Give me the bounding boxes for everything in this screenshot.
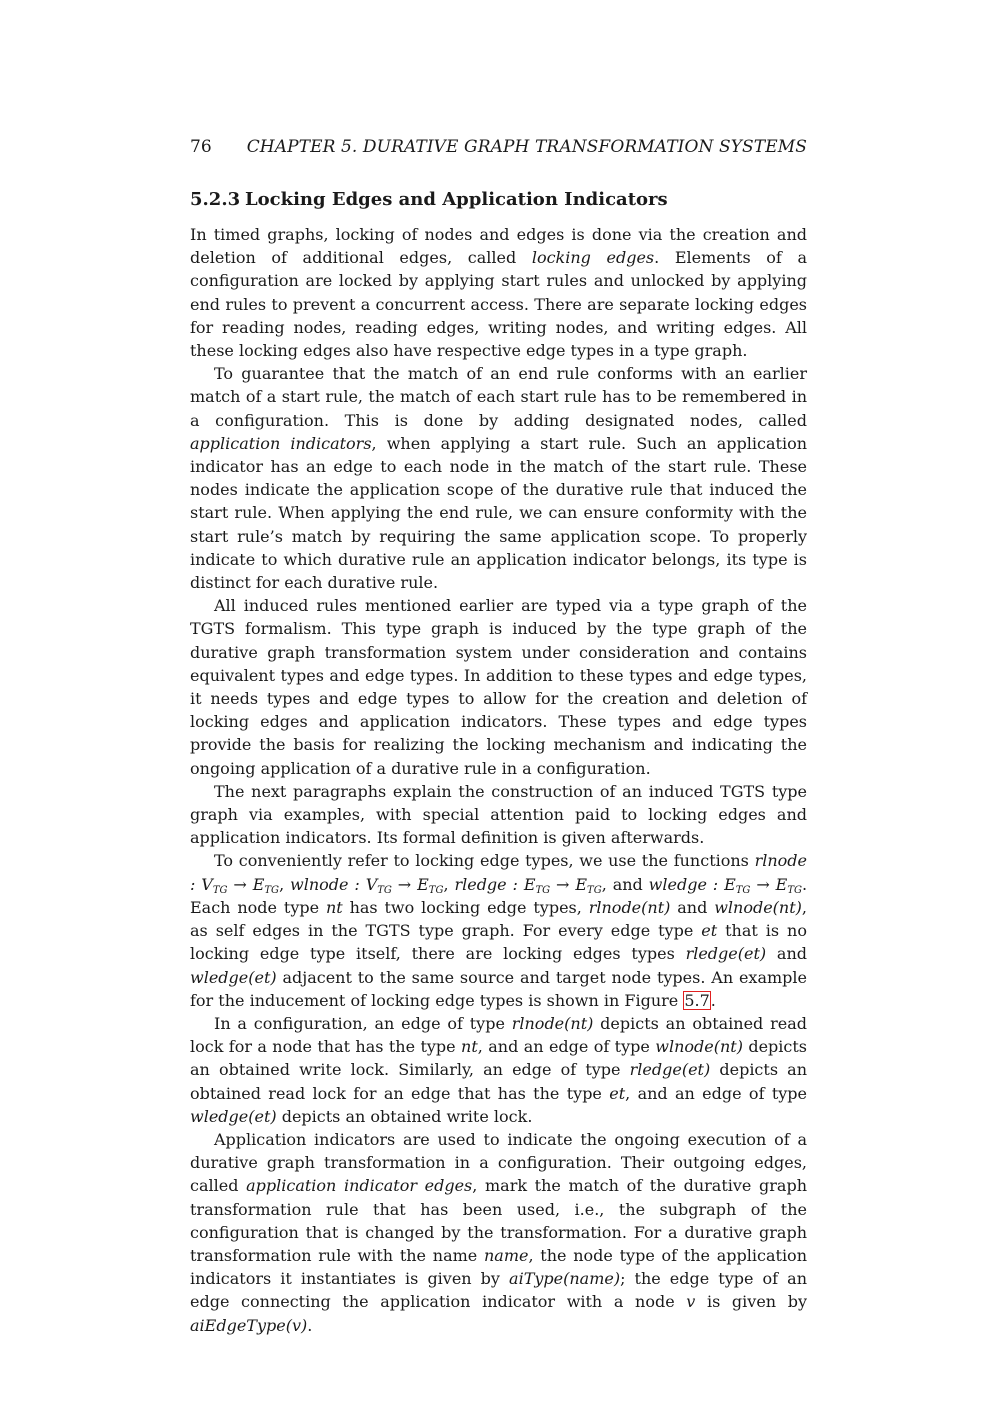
running-header: [190, 137, 807, 161]
section-heading: [190, 189, 807, 210]
paragraph-7: Application indicators are used to indicate the ongoing execution of a durative graph transformation in a configuration. Their outgoing edges, called application indicator edges, mark the match of the durative graph transformation rule that has been used, i.e., the subgraph of the configuration that is changed by the transformation. For a durative graph transformation rule with the name name, the node type of the application indicators it instantiates is given by aiType(name); the edge type of an edge connecting the application indicator with a node v is given by aiEdgeType(v).: [190, 1129, 808, 1335]
page-number: 76: [190, 137, 212, 157]
term-application-indicators: application indicators: [190, 433, 372, 453]
running-title: CHAPTER 5. DURATIVE GRAPH TRANSFORMATION SYSTEMS: [246, 137, 807, 157]
body-text: [190, 223, 807, 1337]
section-title: Locking Edges and Application Indicators: [245, 189, 668, 210]
term-locking-edges: locking edges: [531, 248, 655, 268]
paragraph-2: To guarantee that the match of an end rule conforms with an earlier match of a start rule, the match of each start rule has to be remembered in a configuration. This is done by adding designated nodes, called application indicators, when applying a start rule. Such an application indicator has an edge to each node in the match of the start rule. These nodes indicate the application scope of the durative rule that induced the start rule. When applying the end rule, we can ensure conformity with the start rule’s match by requiring the same application scope. To properly indicate to which durative rule an application indicator belongs, its type is distinct for each durative rule.: [190, 364, 808, 593]
section-number: 5.2.3: [190, 189, 241, 210]
math-wledge: wledge : $E_{TG} \to E_{TG}$: [648, 874, 802, 896]
paragraph-6: In a configuration, an edge of type rlnode(nt) depicts an obtained read lock for a node that has the type nt, and an edge of type wlnode(nt) depicts an obtained write lock. Similarly, an edge of type rledge(et) depicts an obtained read lock for an edge that has the type et, and an edge of type wledge(et) depicts an obtained write lock.: [190, 1013, 808, 1126]
figure-reference-link[interactable]: 5.7: [684, 990, 710, 1010]
paragraph-3: All induced rules mentioned earlier are typed via a type graph of the TGTS formalism. This type graph is induced by the type graph of the durative graph transformation system under consideration and contains equivalent types and edge types. In addition to these types and edge types, it needs types and edge types to allow for the creation and deletion of locking edges and application indicators. These types and edge types provide the basis for realizing the locking mechanism and indicating the ongoing application of a durative rule in a configuration.: [190, 596, 807, 778]
term-application-indicator-edges: application indicator edges: [246, 1176, 473, 1196]
math-wlnode: wlnode : $V_{TG} \to E_{TG}$: [290, 874, 444, 896]
math-rledge: rledge : $E_{TG} \to E_{TG}$: [454, 874, 602, 896]
paragraph-4: The next paragraphs explain the construction of an induced TGTS type graph via examples, with special attention paid to locking edges and application indicators. Its formal definition is given afterwards.: [190, 781, 807, 848]
math-rlnode: rlnode : $V_{TG} \to E_{TG}$: [190, 851, 807, 896]
paragraph-1: In timed graphs, locking of nodes and edges is done via the creation and deletion of additional edges, called locking edges. Elements of a configuration are locked by applying start rules and unlocked by applying end rules to prevent a concurrent access. There are separate locking edges for reading nodes, reading edges, writing nodes, and writing edges. All these locking edges also have respective edge types in a type graph.: [190, 225, 807, 361]
paragraph-5: To conveniently refer to locking edge types, we use the functions rlnode : $V_{TG} \to E_{TG}$, wlnode : $V_{TG} \to E_{TG}$, rledge : $E_{TG} \to E_{TG}$, and wledge : $E_{TG} \to E_{TG}$. Each node type nt has two locking edge types, rlnode(nt) and wlnode(nt), as self edges in the TGTS type graph. For every edge type et that is no locking edge type itself, there are locking edges types rledge(et) and wledge(et) adjacent to the same source and target node types. An example for the inducement of locking edge types is shown in Figure 5.7.: [190, 851, 808, 1010]
